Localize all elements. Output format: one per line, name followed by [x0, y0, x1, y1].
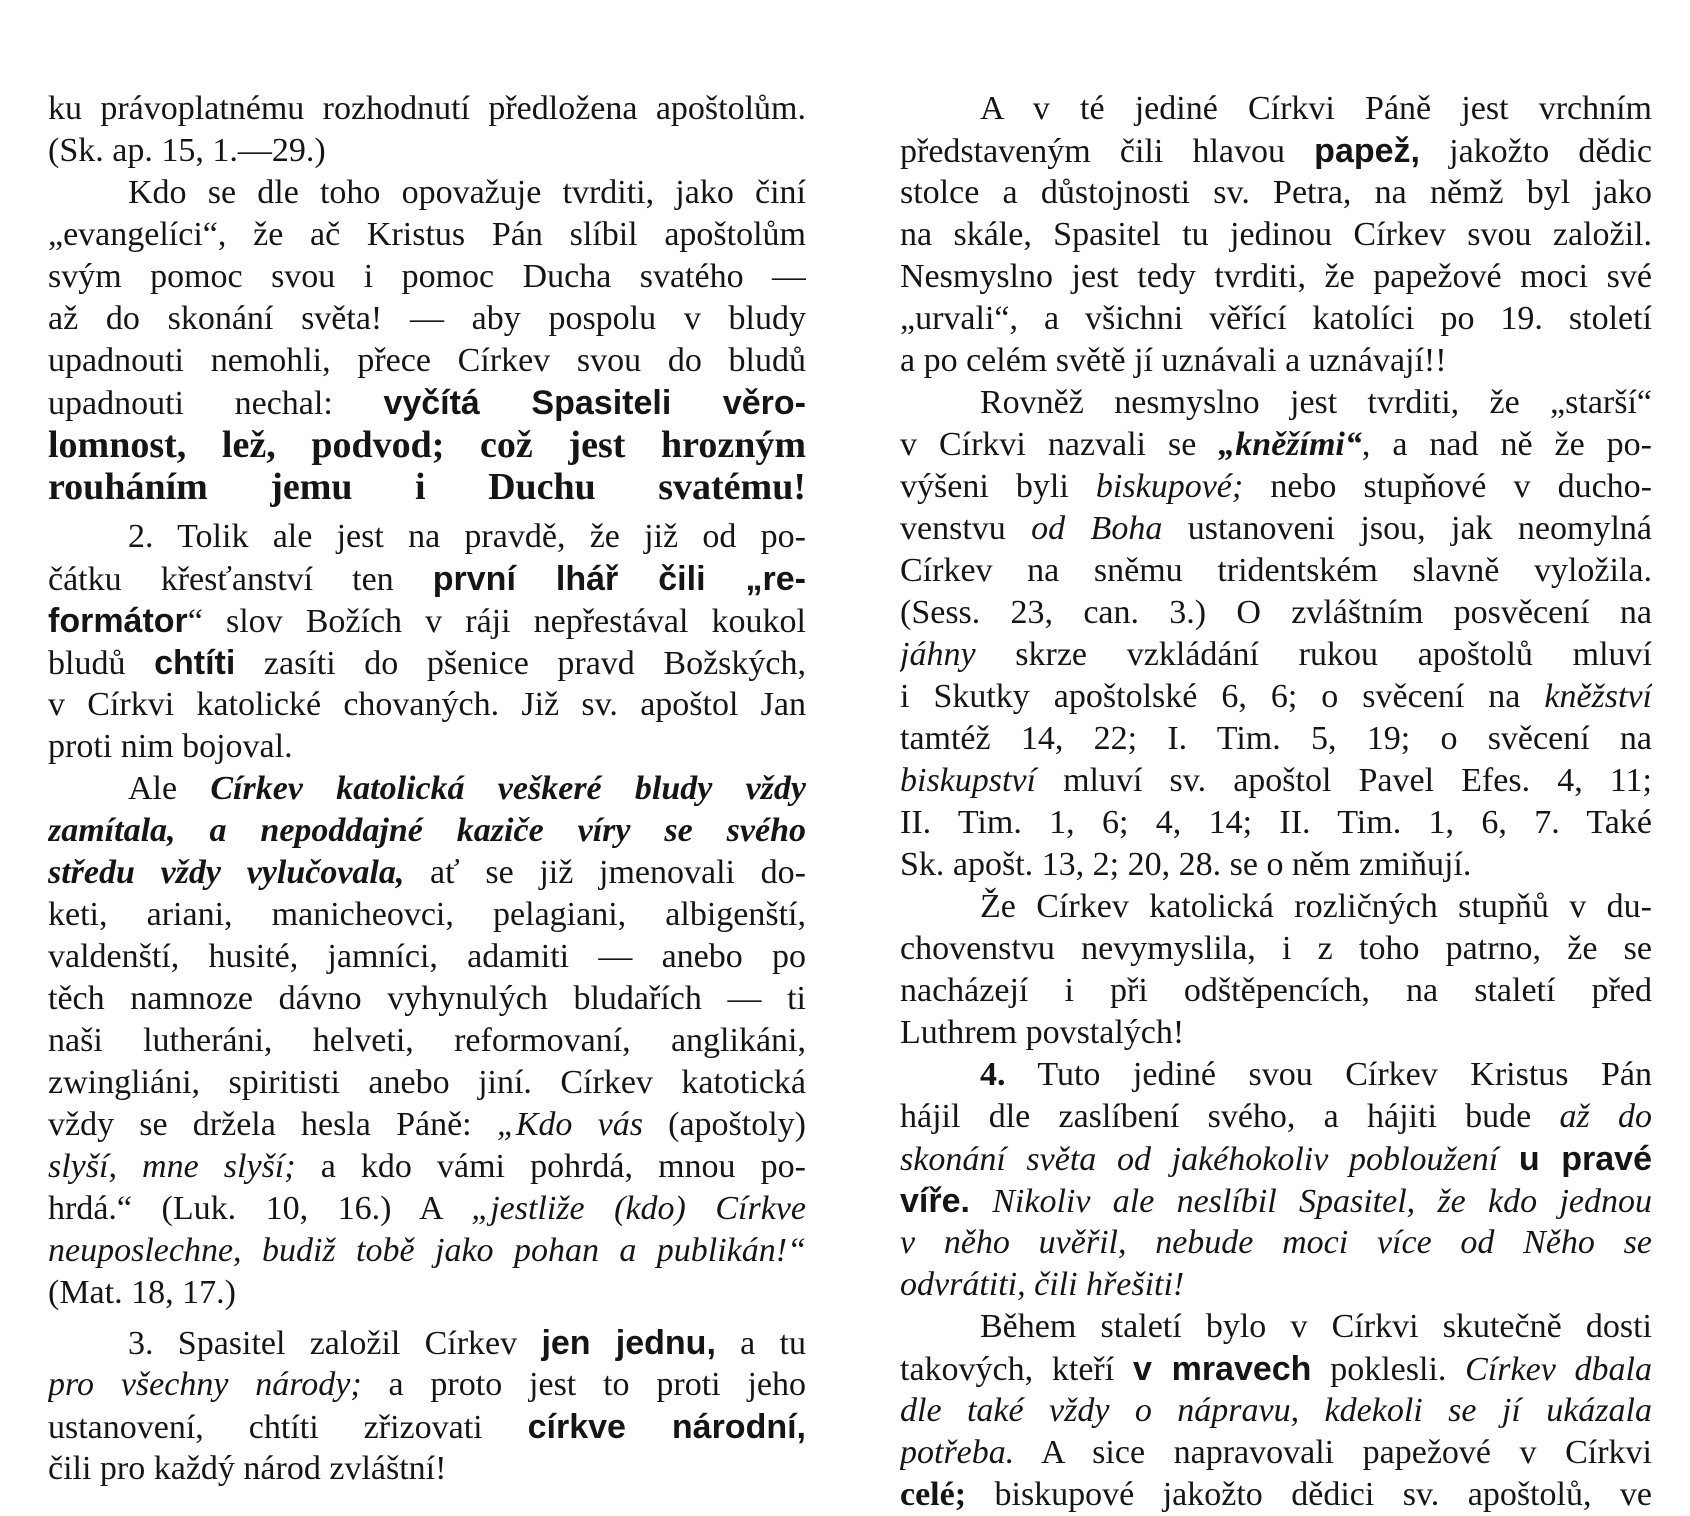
text-line: Nesmyslno jest tedy tvrditi, že papežové moci své	[900, 258, 1652, 295]
text-line: „urvali“, a všichni věřící katolíci po 19. století	[900, 300, 1652, 337]
text-line: valdenští, husité, jamníci, adamiti — anebo po	[48, 938, 806, 975]
text-line: venstvu od Boha ustanoveni jsou, jak neomylná	[900, 510, 1652, 547]
text-line: až do skonání světa! — aby pospolu v bludy	[48, 300, 806, 337]
text-line: 2. Tolik ale jest na pravdě, že již od po-	[128, 518, 806, 555]
text-line: keti, ariani, manicheovci, pelagiani, albigenští,	[48, 896, 806, 933]
text-line: potřeba. A sice napravovali papežové v Církvi	[900, 1434, 1652, 1471]
text-line: vždy se držela hesla Páně: „Kdo vás (apoštoly)	[48, 1106, 806, 1143]
text-line: hájil dle zaslíbení svého, a hájiti bude až do	[900, 1098, 1652, 1135]
text-line: v něho uvěřil, nebude moci více od Něho se	[900, 1224, 1652, 1261]
paragraph-gap	[48, 508, 806, 516]
text-line: biskupství mluví sv. apoštol Pavel Efes. 4, 11;	[900, 762, 1652, 799]
text-line: Ale Církev katolická veškeré bludy vždy	[128, 770, 806, 807]
text-line: jáhny skrze vzkládání rukou apoštolů mluví	[900, 636, 1652, 673]
text-line: A v té jediné Církvi Páně jest vrchním	[980, 90, 1652, 127]
text-line: proti nim bojoval.	[48, 728, 293, 765]
text-line: Kdo se dle toho opovažuje tvrditi, jako činí	[128, 174, 806, 211]
text-line: rouháním jemu i Duchu svatému!	[48, 466, 806, 508]
text-line: svým pomoc svou i pomoc Ducha svatého —	[48, 258, 806, 295]
text-line: 4. Tuto jediné svou Církev Kristus Pán	[980, 1056, 1652, 1093]
text-line: zwingliáni, spiritisti anebo jiní. Církev katotická	[48, 1064, 806, 1101]
text-line: „evangelíci“, že ač Kristus Pán slíbil apoštolům	[48, 216, 806, 253]
text-line: hrdá.“ (Luk. 10, 16.) A „jestliže (kdo) Církve	[48, 1190, 806, 1227]
text-line: ustanovení, chtíti zřizovati církve národní,	[48, 1408, 806, 1446]
text-line: stolce a důstojnosti sv. Petra, na němž byl jako	[900, 174, 1652, 211]
text-line: lomnost, lež, podvod; což jest hrozným	[48, 424, 806, 466]
text-line: upadnouti nechal: vyčítá Spasiteli věro-	[48, 384, 806, 422]
text-line: dle také vždy o nápravu, kdekoli se jí ukázala	[900, 1392, 1652, 1429]
text-line: a po celém světě jí uznávali a uznávají!!	[900, 342, 1447, 379]
text-line: bludů chtíti zasíti do pšenice pravd Božských,	[48, 644, 806, 682]
text-line: Že Církev katolická rozličných stupňů v du-	[980, 888, 1652, 925]
text-line: takových, kteří v mravech poklesli. Církev dbala	[900, 1350, 1652, 1388]
text-line: slyší, mne slyší; a kdo vámi pohrdá, mnou po-	[48, 1148, 806, 1185]
text-line: výšeni byli biskupové; nebo stupňové v ducho-	[900, 468, 1652, 505]
text-line: tamtéž 14, 22; I. Tim. 5, 19; o svěcení na	[900, 720, 1652, 757]
text-line: nacházejí i při odštěpencích, na staletí před	[900, 972, 1652, 1009]
text-line: (Sk. ap. 15, 1.—29.)	[48, 132, 326, 169]
text-line: i Skutky apoštolské 6, 6; o svěcení na kněžství	[900, 678, 1652, 715]
text-line: čili pro každý národ zvláštní!	[48, 1450, 447, 1487]
text-line: formátor“ slov Božích v ráji nepřestával koukol	[48, 602, 806, 640]
text-line: pro všechny národy; a proto jest to proti jeho	[48, 1366, 806, 1403]
text-line: neuposlechne, budiž tobě jako pohan a publikán!“	[48, 1232, 806, 1269]
text-line: skonání světa od jakéhokoliv pobloužení u pravé	[900, 1140, 1652, 1178]
text-line: na skále, Spasitel tu jedinou Církev svou založil.	[900, 216, 1652, 253]
text-line: Rovněž nesmyslno jest tvrditi, že „starší“	[980, 384, 1652, 421]
text-line: čátku křesťanství ten první lhář čili „re-	[48, 560, 806, 598]
text-line: Během staletí bylo v Církvi skutečně dosti	[980, 1308, 1652, 1345]
text-line: Luthrem povstalých!	[900, 1014, 1185, 1051]
text-line: celé; biskupové jakožto dědici sv. apoštolů, ve	[900, 1476, 1652, 1513]
text-line: Církev na sněmu tridentském slavně vyložila.	[900, 552, 1652, 589]
text-line: odvrátiti, čili hřešiti!	[900, 1266, 1185, 1303]
text-line: 3. Spasitel založil Církev jen jednu, a tu	[128, 1324, 806, 1362]
text-line: chovenstvu nevymyslila, i z toho patrno, že se	[900, 930, 1652, 967]
text-line: víře. Nikoliv ale neslíbil Spasitel, že kdo jednou	[900, 1182, 1652, 1220]
text-line: naši lutheráni, helveti, reformovaní, anglikáni,	[48, 1022, 806, 1059]
left-text-column	[48, 88, 806, 1490]
text-line: středu vždy vylučovala, ať se již jmenovali do-	[48, 854, 806, 891]
text-line: II. Tim. 1, 6; 4, 14; II. Tim. 1, 6, 7. Také	[900, 804, 1652, 841]
text-line: Sk. apošt. 13, 2; 20, 28. se o něm zmiňují.	[900, 846, 1472, 883]
text-line: (Sess. 23, can. 3.) O zvláštním posvěcení na	[900, 594, 1652, 631]
paragraph-gap	[48, 1314, 806, 1322]
text-line: zamítala, a nepoddajné kaziče víry se svého	[48, 812, 806, 849]
text-line: v Církvi katolické chovaných. Již sv. apoštol Jan	[48, 686, 806, 723]
text-line: upadnouti nemohli, přece Církev svou do bludů	[48, 342, 806, 379]
text-line: v Církvi nazvali se „kněžími“, a nad ně že po-	[900, 426, 1652, 463]
text-line: těch namnoze dávno vyhynulých bludařích — ti	[48, 980, 806, 1017]
text-line: ku právoplatnému rozhodnutí předložena apoštolům.	[48, 90, 806, 127]
text-line: (Mat. 18, 17.)	[48, 1274, 236, 1311]
right-text-column	[900, 88, 1652, 1516]
text-line: představeným čili hlavou papež, jakožto dědic	[900, 132, 1652, 170]
